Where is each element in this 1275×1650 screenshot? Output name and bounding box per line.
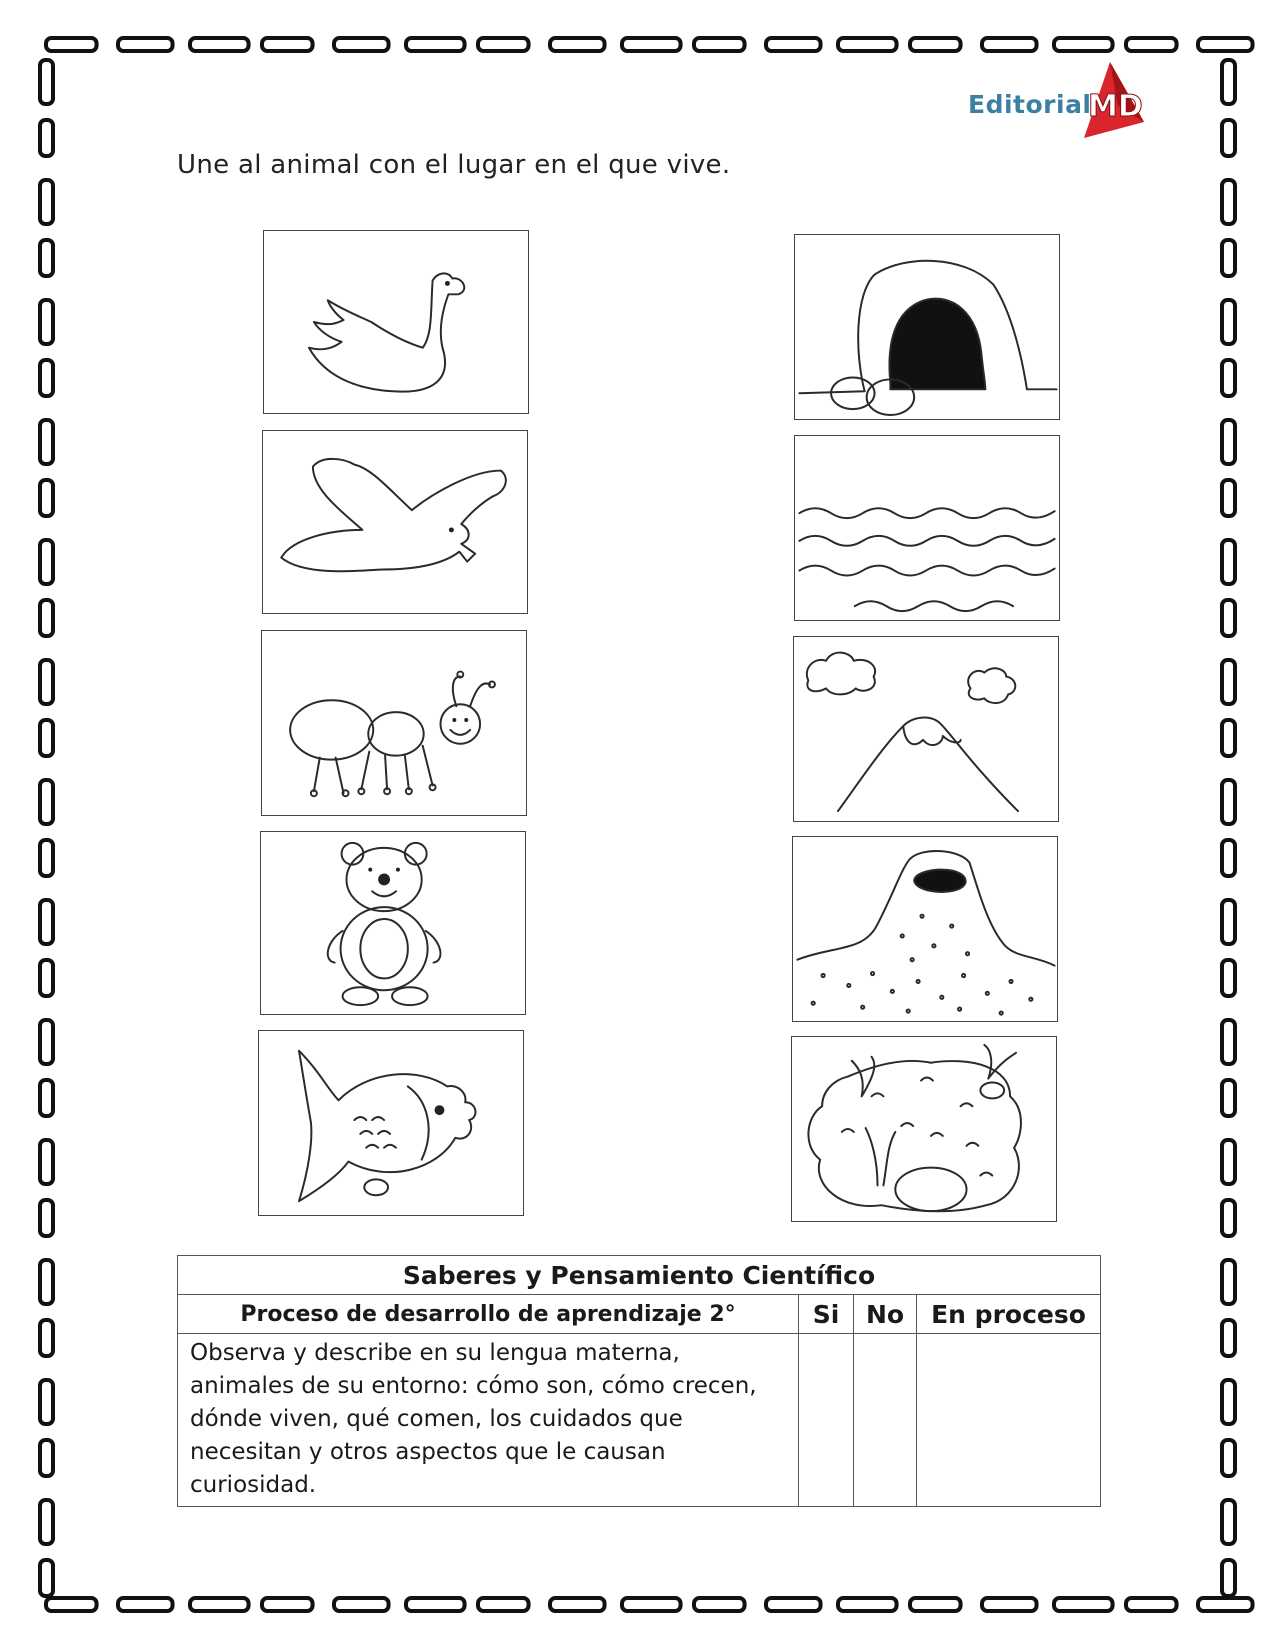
border-dash [40, 60, 53, 104]
border-dash [1222, 660, 1235, 704]
border-dash [766, 1598, 821, 1611]
border-dash [1222, 1020, 1235, 1064]
border-dash [1054, 38, 1113, 51]
border-dash [1222, 180, 1235, 224]
anthill-drawing-icon [793, 837, 1057, 1021]
sea-picture [794, 435, 1060, 621]
border-dash [694, 1598, 745, 1611]
border-dash [1222, 900, 1235, 944]
yes-header: Si [799, 1295, 854, 1334]
border-dash [406, 1598, 465, 1611]
border-dash [40, 1080, 53, 1116]
border-dash [622, 1598, 681, 1611]
border-dash [190, 38, 249, 51]
border-dash [982, 1598, 1037, 1611]
border-dash [40, 1020, 53, 1064]
evaluation-table [177, 1255, 1101, 1507]
cave-drawing-icon [795, 235, 1059, 419]
border-dash [694, 38, 745, 51]
bird-flying-drawing-icon [263, 431, 527, 613]
border-dash [478, 38, 529, 51]
border-dash [406, 38, 465, 51]
no-checkbox-cell[interactable] [854, 1334, 917, 1507]
border-dash [1054, 1598, 1113, 1611]
border-dash [40, 240, 53, 276]
in-progress-header: En proceso [917, 1295, 1101, 1334]
anthill-picture [792, 836, 1058, 1022]
border-dash [982, 38, 1037, 51]
md-logo-icon [1080, 60, 1146, 140]
border-dash [1198, 1598, 1253, 1611]
border-dash [1126, 38, 1177, 51]
border-dash [40, 1320, 53, 1356]
pond-picture [791, 1036, 1057, 1222]
border-dash [838, 1598, 897, 1611]
fish-picture [258, 1030, 524, 1216]
border-dash [1222, 300, 1235, 344]
border-dash [40, 660, 53, 704]
border-dash [910, 38, 961, 51]
border-dash [1222, 720, 1235, 756]
instruction-text: Une al animal con el lugar en el que vive. [177, 150, 731, 180]
border-dash [1222, 840, 1235, 876]
border-dash [40, 540, 53, 584]
border-dash [1222, 480, 1235, 516]
border-dash [1222, 420, 1235, 464]
border-dash [1222, 1260, 1235, 1304]
border-dash [1222, 1320, 1235, 1356]
border-dash [40, 360, 53, 396]
border-dash [478, 1598, 529, 1611]
border-dash [46, 38, 97, 51]
ant-picture [261, 630, 527, 816]
border-dash [1222, 1500, 1235, 1544]
border-dash [550, 1598, 605, 1611]
border-dash [550, 38, 605, 51]
logo-word: Editorial [968, 90, 1092, 119]
ant-drawing-icon [262, 631, 526, 815]
swan-drawing-icon [264, 231, 528, 413]
border-dash [1222, 360, 1235, 396]
border-dash [1222, 540, 1235, 584]
border-dash [334, 1598, 389, 1611]
pond-drawing-icon [792, 1037, 1056, 1221]
border-dash [40, 840, 53, 876]
border-dash [40, 1140, 53, 1184]
border-dash [1222, 1080, 1235, 1116]
border-dash [1222, 960, 1235, 996]
border-dash [1222, 1380, 1235, 1424]
fish-drawing-icon [259, 1031, 523, 1215]
border-dash [1222, 1200, 1235, 1236]
border-dash [262, 38, 313, 51]
bird-picture [262, 430, 528, 614]
yes-checkbox-cell[interactable] [799, 1334, 854, 1507]
border-dash [40, 780, 53, 824]
border-dash [1126, 1598, 1177, 1611]
in-progress-checkbox-cell[interactable] [917, 1334, 1101, 1507]
border-dash [1222, 1140, 1235, 1184]
learning-process-description: Observa y describe en su lengua materna, animales de su entorno: cómo son, cómo crecen, dónde viven, qué comen, los cuidados que necesitan y otros aspectos que le causan curiosidad. [178, 1334, 799, 1507]
swan-picture [263, 230, 529, 414]
border-dash [1222, 120, 1235, 156]
border-dash [1222, 60, 1235, 104]
border-dash [40, 1260, 53, 1304]
process-header: Proceso de desarrollo de aprendizaje 2° [178, 1295, 799, 1334]
border-dash [1222, 1440, 1235, 1476]
border-dash [46, 1598, 97, 1611]
border-dash [40, 1500, 53, 1544]
border-dash [40, 1560, 53, 1596]
border-dash [766, 38, 821, 51]
bear-drawing-icon [261, 832, 525, 1014]
border-dash [40, 1200, 53, 1236]
border-dash [40, 1440, 53, 1476]
sky-mountain-drawing-icon [794, 637, 1058, 821]
border-dash [118, 38, 173, 51]
border-dash [40, 480, 53, 516]
border-dash [838, 38, 897, 51]
border-dash [190, 1598, 249, 1611]
border-dash [334, 38, 389, 51]
border-dash [40, 420, 53, 464]
border-dash [118, 1598, 173, 1611]
border-dash [622, 38, 681, 51]
sea-waves-drawing-icon [795, 436, 1059, 620]
border-dash [40, 300, 53, 344]
border-dash [262, 1598, 313, 1611]
border-dash [1222, 780, 1235, 824]
no-header: No [854, 1295, 917, 1334]
border-dash [910, 1598, 961, 1611]
sky-mountain-picture [793, 636, 1059, 822]
border-dash [1222, 240, 1235, 276]
svg-text:MD: MD [1088, 89, 1143, 124]
border-dash [40, 120, 53, 156]
border-dash [40, 900, 53, 944]
border-dash [40, 1380, 53, 1424]
border-dash [40, 600, 53, 636]
border-dash [1198, 38, 1253, 51]
border-dash [40, 180, 53, 224]
bear-picture [260, 831, 526, 1015]
evaluation-title: Saberes y Pensamiento Científico [178, 1256, 1101, 1295]
editorial-md-logo [968, 60, 1148, 140]
border-dash [1222, 600, 1235, 636]
cave-picture [794, 234, 1060, 420]
border-dash [40, 960, 53, 996]
border-dash [40, 720, 53, 756]
border-dash [1222, 1560, 1235, 1596]
